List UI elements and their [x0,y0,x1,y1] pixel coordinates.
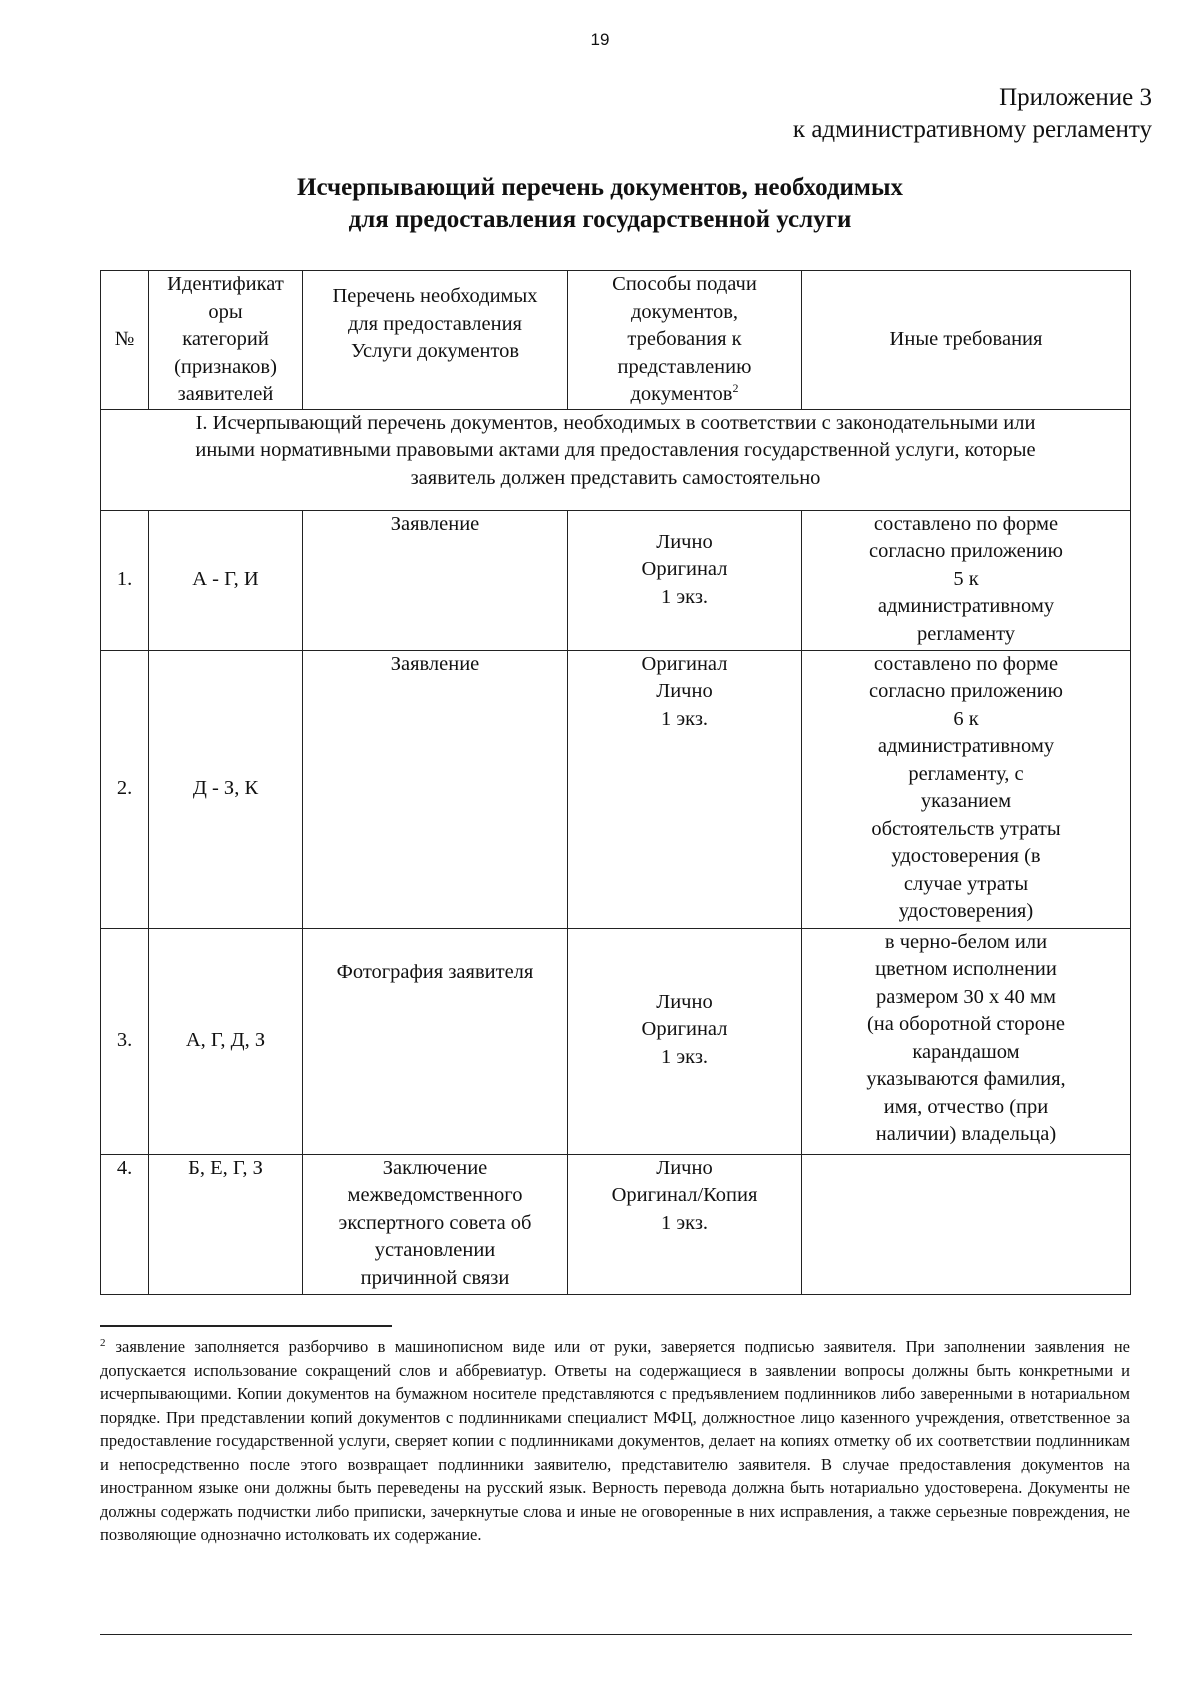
appendix-line-2: к административному регламенту [792,116,1152,143]
row-other [802,1154,1131,1294]
table-row [101,650,1131,928]
header-documents: Перечень необходимых для предоставления Услуги документов [303,271,568,410]
table-row [101,928,1131,1154]
row-document: Заключение межведомственного экспертного совета об установлении причинной связи [303,1154,568,1294]
footnote-bottom-divider [100,1634,1132,1635]
row-other: составлено по форме согласно приложению 6 к административному регламенту, с указанием обстоятельств утраты удостоверения (в случае утраты удостоверения) [802,650,1131,928]
row-num: 1. [101,510,149,650]
row-num: 4. [101,1154,149,1294]
row-methods: Лично Оригинал 1 экз. [568,510,802,650]
document-title [100,172,1100,236]
row-categories: А - Г, И [149,510,303,650]
row-document: Заявление [303,650,568,928]
table-row [101,1154,1131,1294]
footnote [100,1335,1130,1547]
appendix-line-1: Приложение 3 [999,84,1152,111]
row-num: 3. [101,928,149,1154]
row-methods: Лично Оригинал/Копия 1 экз. [568,1154,802,1294]
row-other: в черно-белом или цветном исполнении размером 30 х 40 мм (на оборотной стороне карандашом указываются фамилия, имя, отчество (при наличии) владельца) [802,928,1131,1154]
footnote-text: заявление заполняется разборчиво в машинописном виде или от руки, заверяется подписью заявителя. При заполнении заявления не допускается использование сокращений слов и аббревиатур. Ответы на содержащиеся в заявлении вопросы должны быть конкретными и исчерпывающими. Копии документов на бумажном носителе представляются с предъявлением подлинников либо заверенными в нотариальном порядке. При представлении копий документов с подлинниками специалист МФЦ, должностное лицо казенного учреждения, ответственное за предоставление государственной услуги, сверяет копии с подлинниками документов, делает на копиях отметку об их соответствии подлинникам и непосредственно после этого возвращает подлинники заявителю, представителю заявителя. В случае предоставления документов на иностранном языке они должны быть переведены на русский язык. Верность перевода должна быть нотариально удостоверена. Документы не должны содержать подчистки либо приписки, зачеркнутые слова и иные не оговоренные в них исправления, а также серьезные повреждения, не позволяющие однозначно истолковать их содержание. [100,1337,1130,1544]
footnote-mark: 2 [100,1336,106,1349]
header-other: Иные требования [802,271,1131,410]
row-categories: Б, Е, Г, З [149,1154,303,1294]
row-document: Фотография заявителя [303,928,568,1154]
header-num: № [101,271,149,410]
row-categories: Д - З, К [149,650,303,928]
footnote-ref: 2 [732,381,739,396]
appendix-reference [793,82,1152,146]
footnote-divider [100,1325,392,1327]
header-methods: Способы подачи документов, требования к представлению документов$^2$ [568,271,802,410]
header-identifiers: Идентификат оры категорий (признаков) заявителей [149,271,303,410]
page-number: 19 [590,30,610,49]
documents-table [100,270,1131,1295]
table-header-row [101,271,1131,410]
row-num: 2. [101,650,149,928]
row-other: составлено по форме согласно приложению 5 к административному регламенту [802,510,1131,650]
row-categories: А, Г, Д, З [149,928,303,1154]
section-title: I. Исчерпывающий перечень документов, необходимых в соответствии с законодательными или иными нормативными правовыми актами для предоставления государственной услуги, которые заявитель должен представить самостоятельно [101,409,1131,510]
title-line-2: для предоставления государственной услуги [348,206,852,233]
title-line-1: Исчерпывающий перечень документов, необходимых [297,174,903,201]
section-row [101,409,1131,510]
table-row [101,510,1131,650]
row-methods: Лично Оригинал 1 экз. [568,928,802,1154]
row-document: Заявление [303,510,568,650]
row-methods: Оригинал Лично 1 экз. [568,650,802,928]
